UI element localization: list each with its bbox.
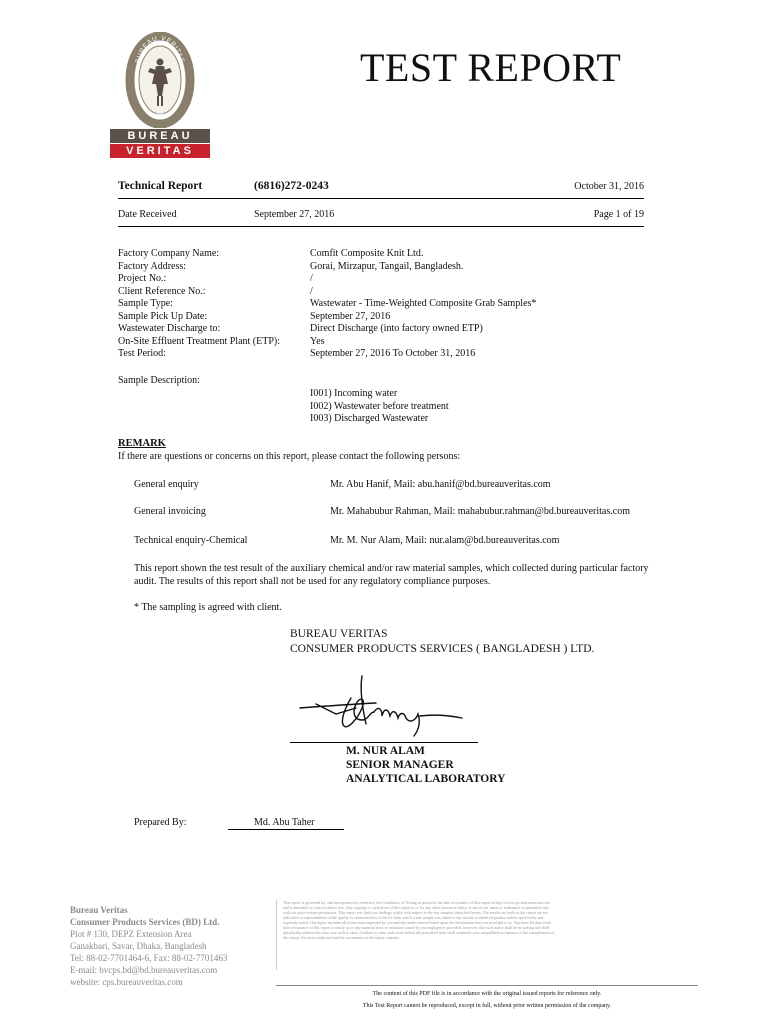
date-received-label: Date Received — [118, 209, 177, 220]
disclaimer-line: and is intended for your exclusive use. Any copying or replication of this report to or for any other person or entity, or use of our name or trademark, is permitted only — [283, 905, 549, 910]
signatory-dept: ANALYTICAL LABORATORY — [346, 773, 506, 785]
footer-phone: Tel: 88-02-7701464-6, Fax: 88-02-7701463 — [70, 953, 228, 963]
footer-address — [70, 904, 227, 988]
page-number: Page 1 of 19 — [593, 209, 644, 220]
date-received-value: September 27, 2016 — [254, 209, 335, 220]
disclaimer-line: expressly noted. Our report includes all of the tests requested by you and the results thereof based upon the information that you provided to us. You have 60 days from — [283, 920, 551, 925]
signature-line — [290, 742, 478, 743]
svg-text:BUREAU VERITAS: BUREAU VERITAS — [134, 34, 186, 65]
field-value: Wastewater - Time-Weighted Composite Grab Samples* — [310, 298, 537, 309]
contact-role: General invoicing — [134, 506, 206, 517]
header-divider-2 — [118, 226, 644, 227]
remark-note-line: This report shown the test result of the auxiliary chemical and/or raw material samples, which collected during particular factory — [134, 563, 649, 574]
footer-website: website: cps.bureauveritas.com — [70, 977, 183, 987]
field-label: On-Site Effluent Treatment Plant (ETP): — [118, 335, 281, 347]
remark-intro: If there are questions or concerns on this report, please contact the following persons: — [118, 451, 461, 462]
svg-text:1828: 1828 — [153, 114, 167, 120]
signatory-block — [346, 744, 505, 786]
field-label: Project No.: — [118, 273, 167, 284]
field-label: Client Reference No.: — [118, 285, 206, 297]
field-label: Wastewater Discharge to: — [118, 323, 221, 334]
field-value: Gorai, Mirzapur, Tangail, Bangladesh. — [310, 260, 464, 272]
field-label: Factory Company Name: — [118, 248, 220, 259]
field-label: Factory Address: — [118, 260, 187, 272]
footer-email: E-mail: bvcps.bd@bd.bureauveritas.com — [70, 965, 218, 975]
logo-seal-icon — [110, 32, 210, 128]
footer-disclaimer — [276, 900, 703, 970]
sample-item: I001) Incoming water — [310, 388, 398, 399]
report-date: October 31, 2016 — [574, 181, 644, 192]
remark-heading: REMARK — [118, 438, 166, 449]
signature-icon — [296, 668, 466, 740]
sample-list — [310, 388, 449, 426]
disclaimer-line: this report, the tests conducted and the correctness of the report contents. — [283, 935, 400, 940]
footer-company-name: Bureau Veritas — [70, 905, 128, 915]
logo-line2: VERITAS — [110, 144, 210, 158]
field-label: Sample Pick Up Date: — [118, 310, 208, 322]
contact-role: Technical enquiry-Chemical — [134, 535, 248, 546]
sampling-note: * The sampling is agreed with client. — [134, 602, 282, 613]
report-number: (6816)272-0243 — [254, 180, 329, 192]
disclaimer-line: with our prior written permission. This report sets forth our findings solely with respect to the test samples identified herein. The results set forth in this report are not — [283, 910, 548, 915]
bureau-veritas-logo — [110, 32, 210, 160]
field-value: Comfit Composite Knit Ltd. — [310, 248, 424, 259]
field-label: Sample Type: — [118, 298, 173, 309]
sample-item: I003) Discharged Wastewater — [310, 413, 429, 424]
signatory-name: M. NUR ALAM — [346, 745, 425, 757]
prepared-by-name: Md. Abu Taher — [254, 817, 315, 828]
footer-divider — [276, 985, 698, 986]
disclaimer-line: This report is governed by, and incorporates by reference, the Conditions of Testing as posted at the date of issuance of this report at http://www.cps.bureauveritas.com — [283, 900, 551, 905]
field-labels — [118, 248, 280, 361]
field-value: Yes — [310, 335, 325, 347]
contact-role: General enquiry — [134, 479, 199, 490]
disclaimer-line: date of issuance of this report to notify us of any material error or omission caused by our negligence; provided, however, that such notice shall be in writing and shall — [283, 925, 550, 930]
footer-address-line: Plot # 130, DEPZ Extension Area — [70, 929, 192, 939]
prepared-by-label: Prepared By: — [134, 817, 187, 828]
field-value: / — [310, 273, 313, 284]
contact-info: Mr. Mahabubur Rahman, Mail: mahabubur.rahman@bd.bureauveritas.com — [330, 506, 630, 517]
remark-note — [134, 563, 649, 588]
page-title: TEST REPORT — [360, 45, 622, 90]
disclaimer-line: indicative or representative of the quality or characteristics of the lot from which a test sample was taken or any similar or identical product unless specifically and — [283, 915, 544, 920]
header-divider — [118, 198, 644, 199]
field-values — [310, 248, 536, 361]
reproduction-note: This Test Report cannot be reproduced, except in full, without prior written permission of the company. — [362, 1003, 612, 1009]
company-block — [290, 627, 594, 657]
logo-line1: BUREAU — [110, 129, 210, 143]
field-value: September 27, 2016 — [310, 310, 391, 322]
company-line: CONSUMER PRODUCTS SERVICES ( BANGLADESH ) LTD. — [290, 643, 595, 655]
sample-item: I002) Wastewater before treatment — [310, 400, 449, 412]
field-value: September 27, 2016 To October 31, 2016 — [310, 348, 476, 359]
field-value: Direct Discharge (into factory owned ETP) — [310, 323, 483, 334]
contact-info: Mr. Abu Hanif, Mail: abu.hanif@bd.bureauveritas.com — [330, 479, 551, 490]
company-line: BUREAU VERITAS — [290, 628, 388, 640]
field-label: Test Period: — [118, 348, 166, 359]
remark-note-line: audit. The results of this report shall not be used for any regulatory compliance purposes. — [134, 575, 491, 587]
field-value: / — [310, 285, 313, 297]
footer-entity: Consumer Products Services (BD) Ltd. — [70, 917, 220, 927]
technical-report-label: Technical Report — [118, 180, 203, 192]
prepared-by-line — [228, 829, 344, 830]
contact-info: Mr. M. Nur Alam, Mail: nur.alam@bd.bureauveritas.com — [330, 535, 560, 546]
pdf-note: The content of this PDF file is in accordance with the original issued reports for reference only. — [372, 991, 602, 997]
signatory-title: SENIOR MANAGER — [346, 759, 454, 771]
footer-address-line: Ganakbari, Savar, Dhaka, Bangladesh — [70, 941, 207, 951]
sample-description-label: Sample Description: — [118, 375, 200, 386]
disclaimer-line: specifically address the issue you wish to raise. A failure to raise such issue within the prescribed time shall constitute your unqualified acceptance of the completeness of — [283, 930, 555, 935]
